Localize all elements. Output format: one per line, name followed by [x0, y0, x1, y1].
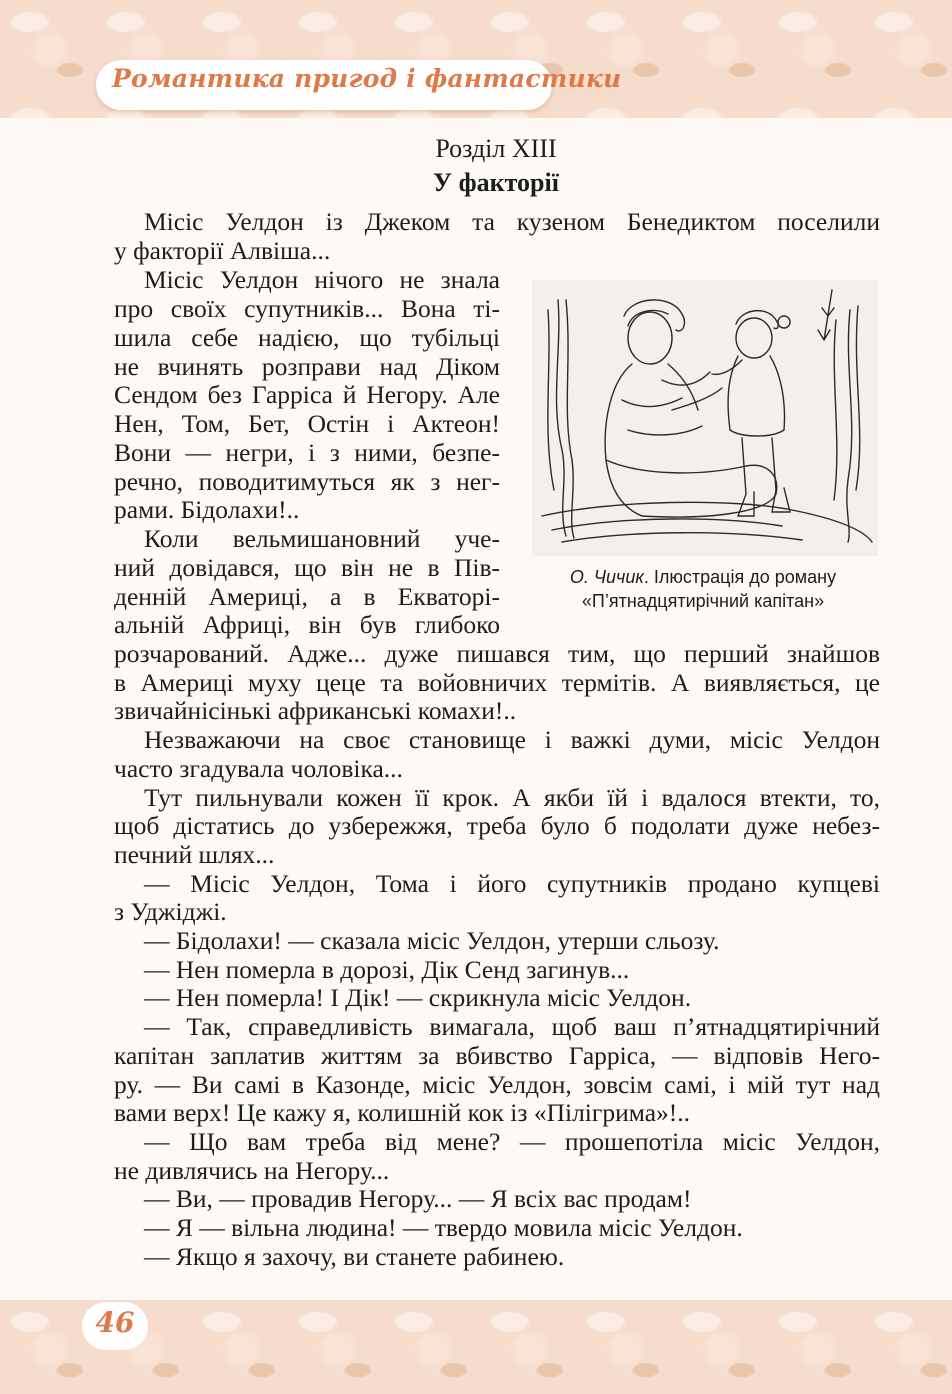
- text-line: денній Америці, а в Екваторі-: [114, 582, 500, 611]
- text-line: печний шлях...: [114, 840, 275, 869]
- illustration-image: [532, 280, 878, 556]
- text-line: про своїх супутників... Вона ті-: [114, 294, 500, 323]
- chapter-title: У факторії: [433, 168, 559, 197]
- text-line: — Нен померла в дорозі, Дік Сенд загинув...: [144, 955, 630, 984]
- text-line: — Місіс Уелдон, Тома і його супутників продано купцеві: [144, 869, 880, 898]
- chapter-number: Розділ XIII: [435, 134, 557, 163]
- text-line: рами. Бідолахи!..: [114, 495, 300, 524]
- text-line: звичайнісінькі африканські комахи!..: [114, 696, 517, 725]
- text-line: — Що вам треба від мене? — прошепотіла місіс Уелдон,: [144, 1127, 880, 1156]
- text-line: щоб дістатись до узбережжя, треба було б подолати дуже небез-: [114, 811, 880, 840]
- section-title: Романтика пригод і фантастики: [112, 64, 622, 93]
- text-line: Вони — негри, і з ними, безпе-: [114, 438, 500, 467]
- text-line: не вчинять розправи над Діком: [114, 352, 500, 381]
- text-line: капітан заплатив життям за вбивство Гарріса, — відповів Него-: [114, 1041, 880, 1070]
- text-line: — Так, справедливість вимагала, щоб ваш п’ятнадцятирічний: [144, 1012, 880, 1041]
- text-line: — Ви, — провадив Негору... — Я всіх вас продам!: [144, 1184, 692, 1213]
- figure-caption: [520, 566, 886, 588]
- text-line: Нен, Том, Бет, Остін і Актеон!: [114, 409, 500, 438]
- text-line: альній Африці, він був глибоко: [114, 610, 500, 639]
- text-line: ру. — Ви самі в Казонде, місіс Уелдон, зовсім самі, і мій тут над: [114, 1070, 880, 1099]
- text-line: — Нен померла! І Дік! — скрикнула місіс Уелдон.: [144, 983, 692, 1012]
- page-number: 46: [95, 1306, 135, 1339]
- text-line: — Якщо я захочу, ви станете рабинею.: [144, 1242, 565, 1271]
- text-line: Тут пильнували кожен її крок. А якби їй і вдалося втекти, то,: [144, 783, 880, 812]
- text-line: вами верх! Це кажу я, колишній кок із «Пілігрима»!..: [114, 1098, 691, 1127]
- text-line: не дивлячись на Негору...: [114, 1156, 390, 1185]
- text-line: шила себе надією, що тубільці: [114, 323, 500, 352]
- caption-author: О. Чичик: [569, 567, 644, 587]
- text-line: речно, поводитимуться як з нег-: [114, 467, 500, 496]
- figure-caption-line2: «П’ятнадцятирічний капітан»: [581, 591, 825, 611]
- caption-text: . Ілюстрація до роману: [643, 567, 837, 587]
- text-line: з Уджіджі.: [114, 897, 227, 926]
- text-line: — Бідолахи! — сказала місіс Уелдон, утерши сльозу.: [144, 926, 720, 955]
- text-line: в Америці муху цеце та войовничих термітів. А виявляється, це: [114, 668, 880, 697]
- text-line: Незважаючи на своє становище і важкі думи, місіс Уелдон: [144, 725, 880, 754]
- text-line: у факторії Алвіша...: [114, 236, 331, 265]
- text-line: Місіс Уелдон із Джеком та кузеном Бенедиктом поселили: [144, 207, 880, 236]
- text-line: часто згадувала чоловіка...: [114, 754, 403, 783]
- text-line: — Я — вільна людина! — твердо мовила місіс Уелдон.: [144, 1213, 743, 1242]
- text-line: розчарований. Адже... дуже пишався тим, що перший знайшов: [114, 639, 880, 668]
- text-line: Коли вельмишановний уче-: [144, 524, 500, 553]
- text-line: ний довідався, що він не в Пів-: [114, 553, 500, 582]
- text-line: Сендом без Гарріса й Негору. Але: [114, 380, 500, 409]
- text-line: Місіс Уелдон нічого не знала: [144, 265, 500, 294]
